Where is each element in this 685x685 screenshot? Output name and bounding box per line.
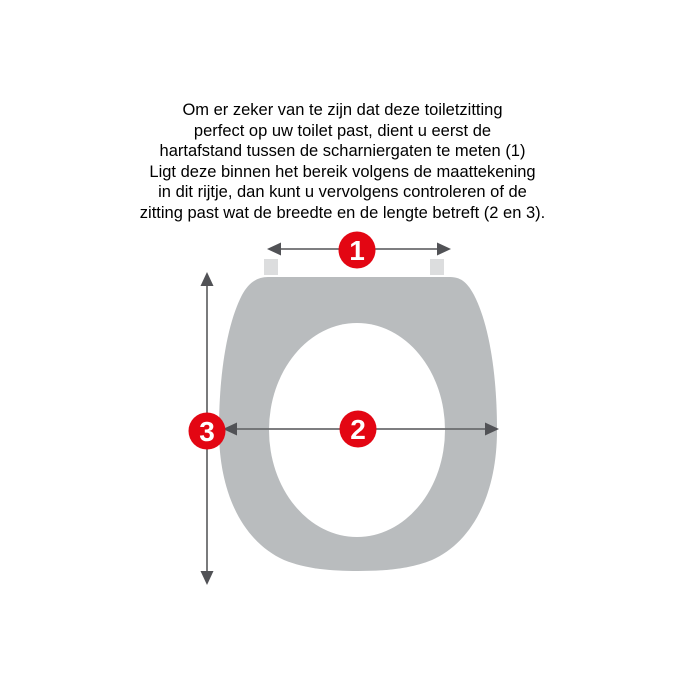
instructions-line-4: Ligt deze binnen het bereik volgens de maattekening [149,162,536,181]
marker-seat-width [340,411,377,448]
arrowhead-right-icon [437,243,451,256]
hinge-right [430,259,444,275]
arrowhead-down-icon [201,571,214,585]
marker-hinge-distance [339,232,376,269]
instructions-line-2: perfect op uw toilet past, dient u eerst de [193,121,492,140]
arrowhead-up-icon [201,272,214,286]
instructions-line-1: Om er zeker van te zijn dat deze toiletzitting [182,101,503,119]
instructions-line-3: hartafstand tussen de scharniergaten te meten (1) [159,142,526,160]
arrowhead-left-icon [267,243,281,256]
marker-number: 2 [350,414,366,445]
marker-number: 3 [199,416,215,447]
instructions-line-6: zitting past wat de breedte en de lengte betreft (2 en 3). [139,203,546,222]
marker-number: 1 [349,235,365,266]
hinge-left [264,259,278,275]
marker-seat-length [189,413,226,450]
instructions-line-5: in dit rijtje, dan kunt u vervolgens controleren of de [158,183,527,201]
